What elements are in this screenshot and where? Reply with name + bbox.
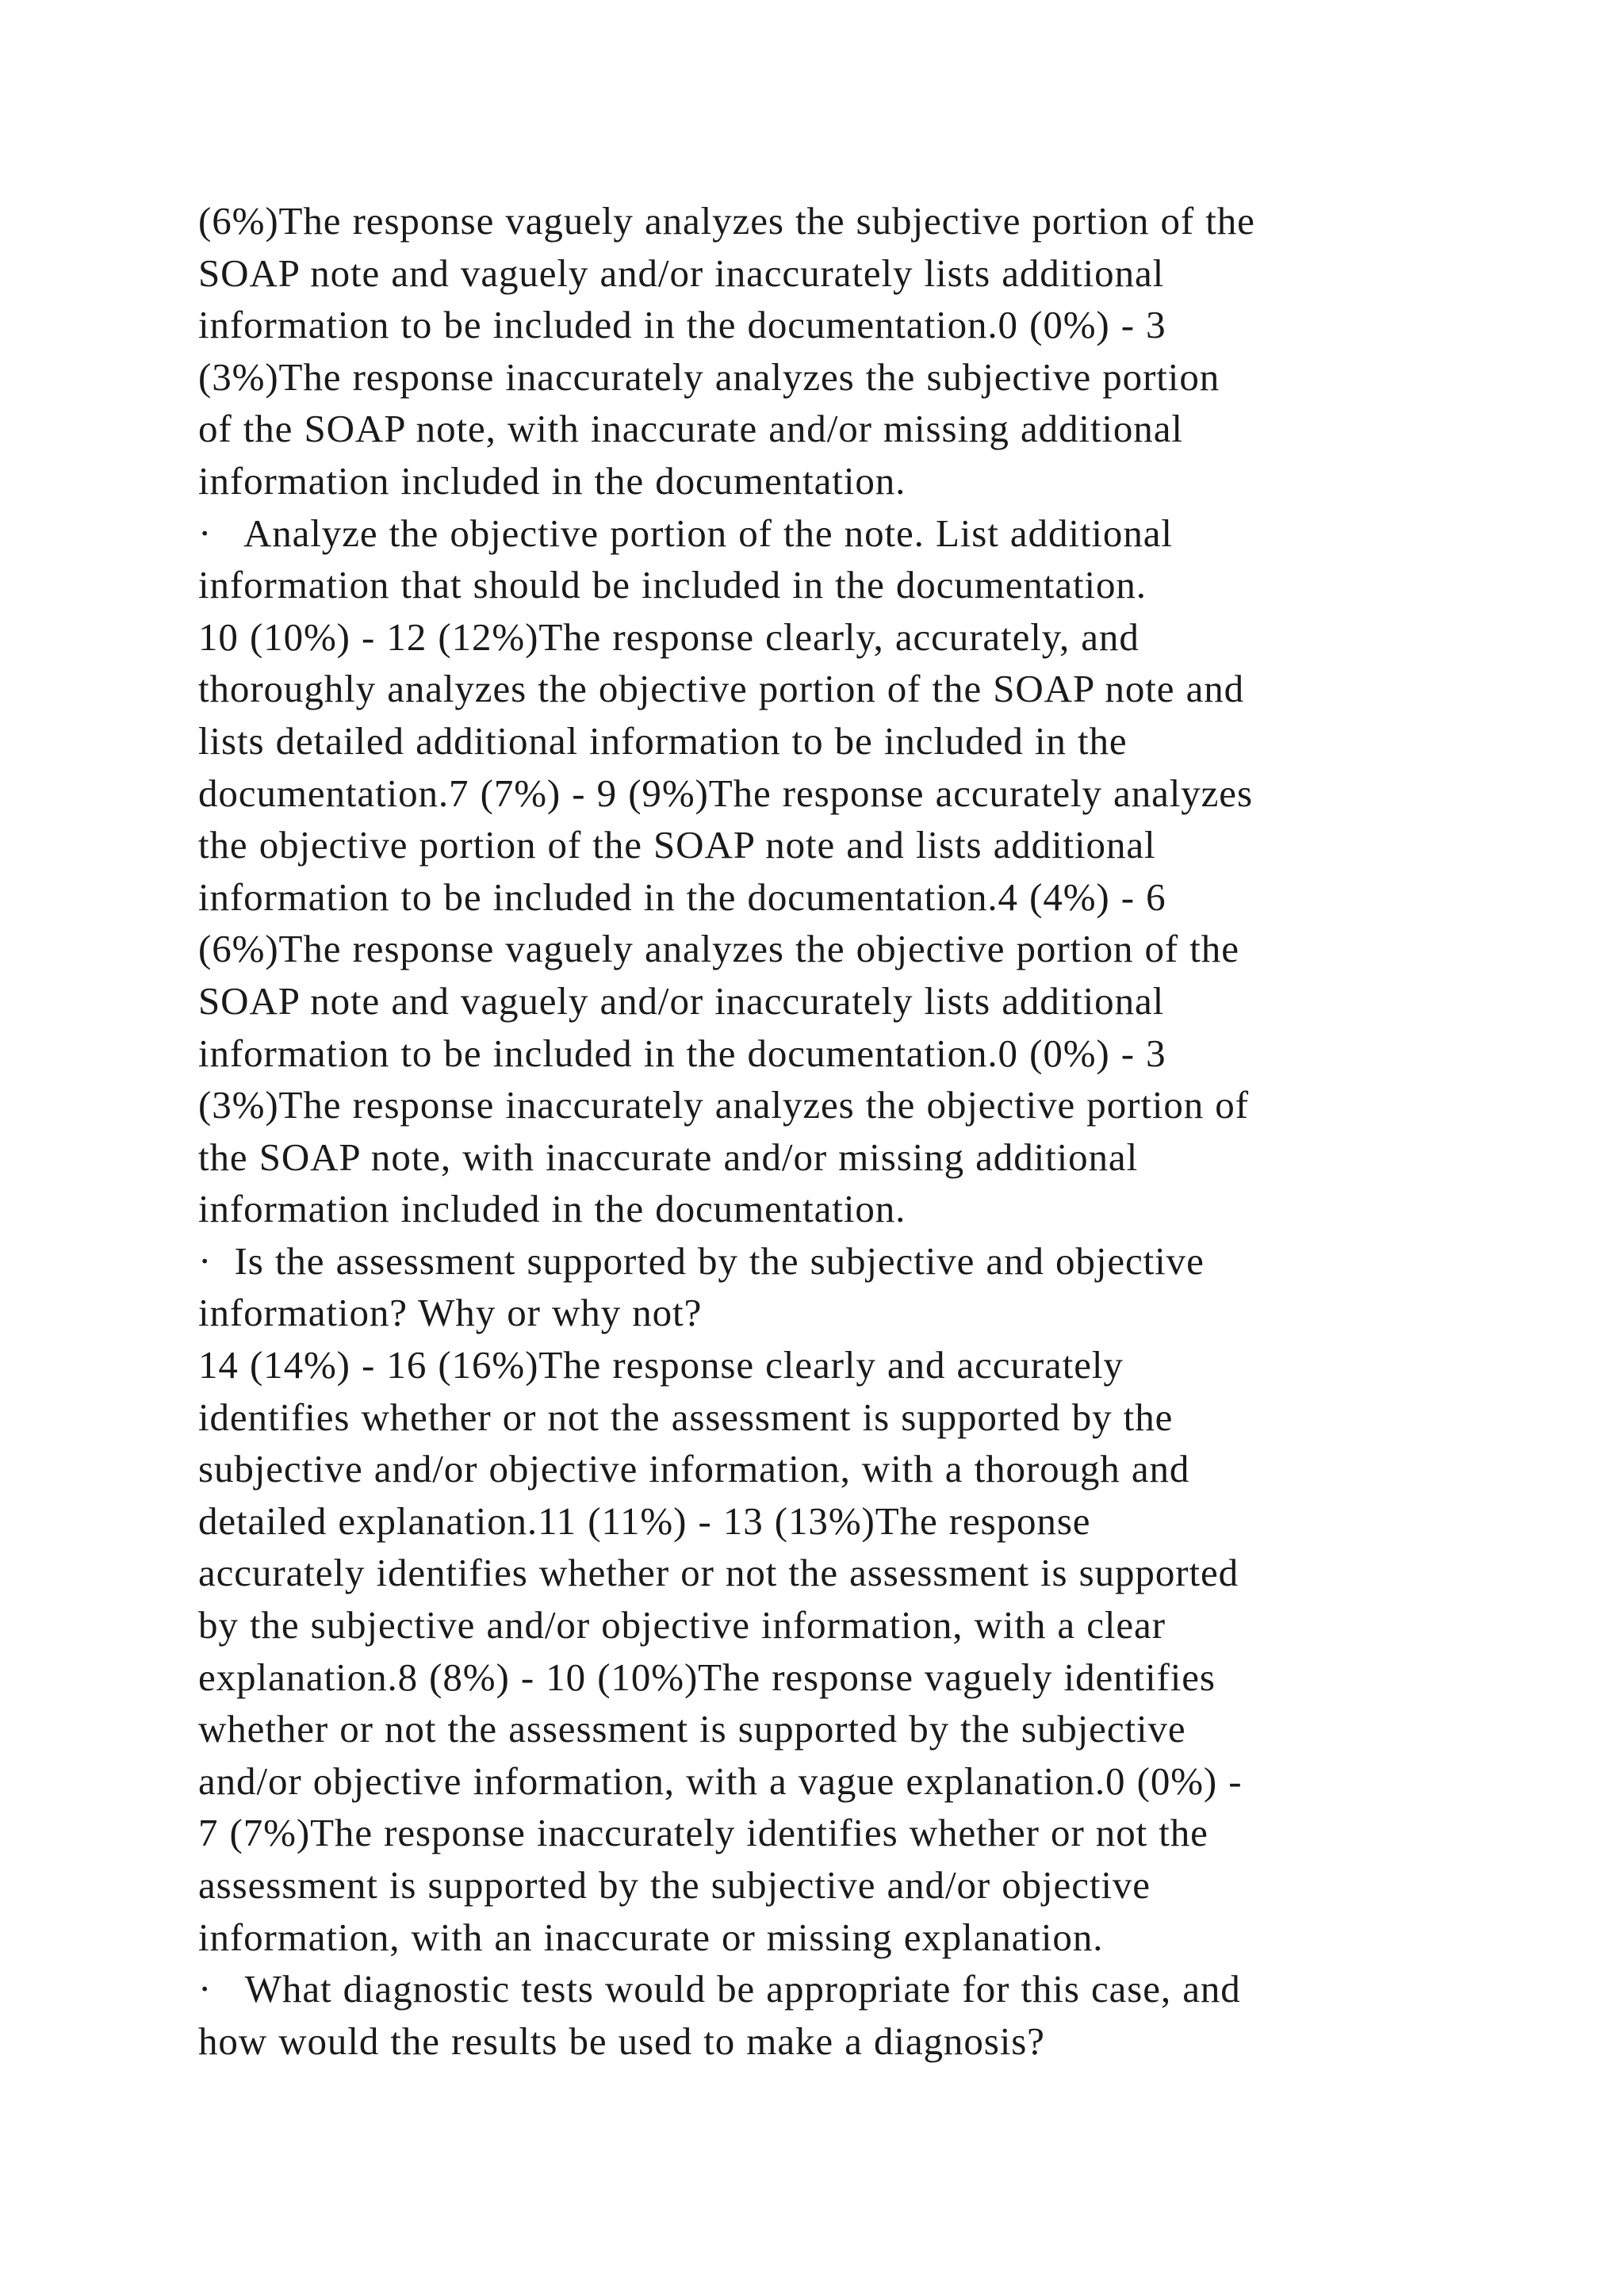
text-line-2: SOAP note and vaguely and/or inaccurately lists additional [198, 251, 1165, 295]
bullet-item-objective: · Analyze the objective portion of the note. List additional [198, 511, 1173, 555]
text-line-16: SOAP note and vaguely and/or inaccurately lists additional [198, 978, 1165, 1023]
text-line-15: (6%)The response vaguely analyzes the objective portion of the [198, 927, 1239, 971]
text-line-27: accurately identifies whether or not the assessment is supported [198, 1551, 1239, 1595]
bullet-item-assessment: · Is the assessment supported by the subjective and objective [198, 1238, 1205, 1283]
text-line-20: information included in the documentation. [198, 1187, 906, 1231]
text-line-28: by the subjective and/or objective information, with a clear [198, 1603, 1166, 1647]
text-line-11: lists detailed additional information to be included in the [198, 718, 1128, 763]
text-line-30: whether or not the assessment is supported by the subjective [198, 1707, 1186, 1751]
text-line-13: the objective portion of the SOAP note and lists additional [198, 823, 1156, 867]
text-line-24: identifies whether or not the assessment is supported by the [198, 1395, 1174, 1439]
text-line-4: (3%)The response inaccurately analyzes the subjective portion [198, 354, 1220, 399]
text-line-3: information to be included in the documentation.0 (0%) - 3 [198, 303, 1166, 347]
text-line-23: 14 (14%) - 16 (16%)The response clearly and accurately [198, 1343, 1124, 1387]
document-body [198, 195, 1499, 2067]
text-line-25: subjective and/or objective information, with a thorough and [198, 1447, 1190, 1491]
text-line-18: (3%)The response inaccurately analyzes the objective portion of [198, 1083, 1249, 1127]
text-line-29: explanation.8 (8%) - 10 (10%)The response vaguely identifies [198, 1655, 1216, 1699]
text-line-33: assessment is supported by the subjective and/or objective [198, 1863, 1151, 1907]
text-line-32: 7 (7%)The response inaccurately identifies whether or not the [198, 1811, 1208, 1855]
text-line-10: thoroughly analyzes the objective portion of the SOAP note and [198, 667, 1245, 711]
text-line-6: information included in the documentation. [198, 458, 906, 503]
text-line-22: information? Why or why not? [198, 1291, 703, 1335]
text-line-34: information, with an inaccurate or missing explanation. [198, 1915, 1104, 1959]
bullet-item-diagnostic-tests: · What diagnostic tests would be appropriate for this case, and [198, 1967, 1241, 2011]
text-line-31: and/or objective information, with a vague explanation.0 (0%) - [198, 1758, 1243, 1803]
text-line-8: information that should be included in the documentation. [198, 563, 1147, 607]
text-line-5: of the SOAP note, with inaccurate and/or missing additional [198, 407, 1183, 451]
text-line-1: (6%)The response vaguely analyzes the subjective portion of the [198, 199, 1255, 243]
text-line-36: how would the results be used to make a diagnosis? [198, 2019, 1045, 2063]
text-line-14: information to be included in the documentation.4 (4%) - 6 [198, 874, 1166, 919]
text-line-17: information to be included in the documentation.0 (0%) - 3 [198, 1031, 1166, 1075]
text-line-26: detailed explanation.11 (11%) - 13 (13%)The response [198, 1498, 1091, 1543]
text-line-9: 10 (10%) - 12 (12%)The response clearly, accurately, and [198, 614, 1139, 659]
text-line-19: the SOAP note, with inaccurate and/or missing additional [198, 1135, 1139, 1179]
text-line-12: documentation.7 (7%) - 9 (9%)The response accurately analyzes [198, 771, 1253, 815]
